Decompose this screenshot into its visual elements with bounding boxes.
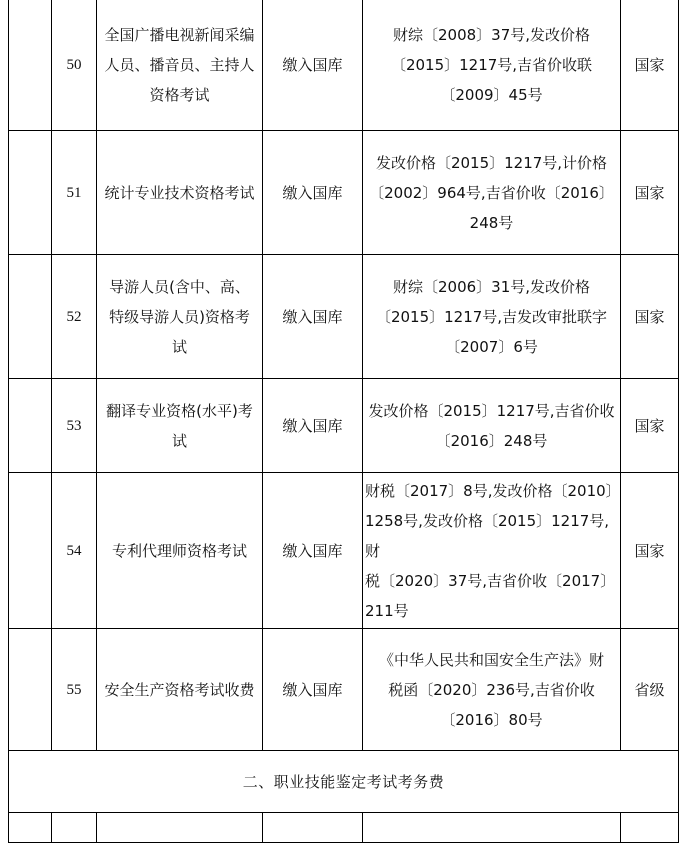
blank-cell	[9, 473, 52, 629]
handling-method: 缴入国库	[263, 131, 363, 255]
table-row	[9, 629, 679, 751]
item-name: 全国广播电视新闻采编 人员、播音员、主持人 资格考试	[97, 0, 263, 131]
blank-cell	[9, 629, 52, 751]
row-number: 52	[52, 255, 97, 379]
approval-level: 省级	[621, 629, 679, 751]
blank-cell	[9, 813, 52, 843]
item-name: 统计专业技术资格考试	[97, 131, 263, 255]
policy-basis: 发改价格〔2015〕1217号,吉省价收 〔2016〕248号	[363, 379, 621, 473]
row-number: 53	[52, 379, 97, 473]
item-name: 专利代理师资格考试	[97, 473, 263, 629]
policy-basis: 发改价格〔2015〕1217号,计价格 〔2002〕964号,吉省价收〔2016〕 248号	[363, 131, 621, 255]
policy-basis: 财综〔2006〕31号,发改价格 〔2015〕1217号,吉发改审批联字 〔2007〕6号	[363, 255, 621, 379]
handling-method: 缴入国库	[263, 379, 363, 473]
approval-level: 国家	[621, 255, 679, 379]
blank-cell	[9, 379, 52, 473]
item-name: 翻译专业资格(水平)考 试	[97, 379, 263, 473]
blank-cell	[9, 131, 52, 255]
section-header-row	[9, 751, 679, 813]
approval-level: 国家	[621, 131, 679, 255]
approval-level: 国家	[621, 473, 679, 629]
table-row	[9, 473, 679, 629]
handling-method: 缴入国库	[263, 255, 363, 379]
row-number: 55	[52, 629, 97, 751]
policy-basis: 财综〔2008〕37号,发改价格 〔2015〕1217号,吉省价收联 〔2009〕45号	[363, 0, 621, 131]
row-number: 51	[52, 131, 97, 255]
policy-basis: 《中华人民共和国安全生产法》财 税函〔2020〕236号,吉省价收 〔2016〕80号	[363, 629, 621, 751]
approval-level: 国家	[621, 0, 679, 131]
blank-cell	[363, 813, 621, 843]
approval-level: 国家	[621, 379, 679, 473]
item-name: 导游人员(含中、高、 特级导游人员)资格考 试	[97, 255, 263, 379]
blank-cell	[263, 813, 363, 843]
row-number: 50	[52, 0, 97, 131]
table-row	[9, 0, 679, 131]
row-number: 54	[52, 473, 97, 629]
section-header: 二、职业技能鉴定考试考务费	[9, 751, 679, 813]
handling-method: 缴入国库	[263, 0, 363, 131]
blank-cell	[97, 813, 263, 843]
handling-method: 缴入国库	[263, 629, 363, 751]
fee-table	[8, 0, 679, 843]
handling-method: 缴入国库	[263, 473, 363, 629]
table-row	[9, 255, 679, 379]
table-row	[9, 379, 679, 473]
blank-cell	[9, 255, 52, 379]
blank-cell	[9, 0, 52, 131]
policy-basis: 财税〔2017〕8号,发改价格〔2010〕 1258号,发改价格〔2015〕1217号,财 税〔2020〕37号,吉省价收〔2017〕 211号	[363, 473, 621, 629]
blank-cell	[621, 813, 679, 843]
table-row-partial	[9, 813, 679, 843]
blank-cell	[52, 813, 97, 843]
item-name: 安全生产资格考试收费	[97, 629, 263, 751]
table-row	[9, 131, 679, 255]
